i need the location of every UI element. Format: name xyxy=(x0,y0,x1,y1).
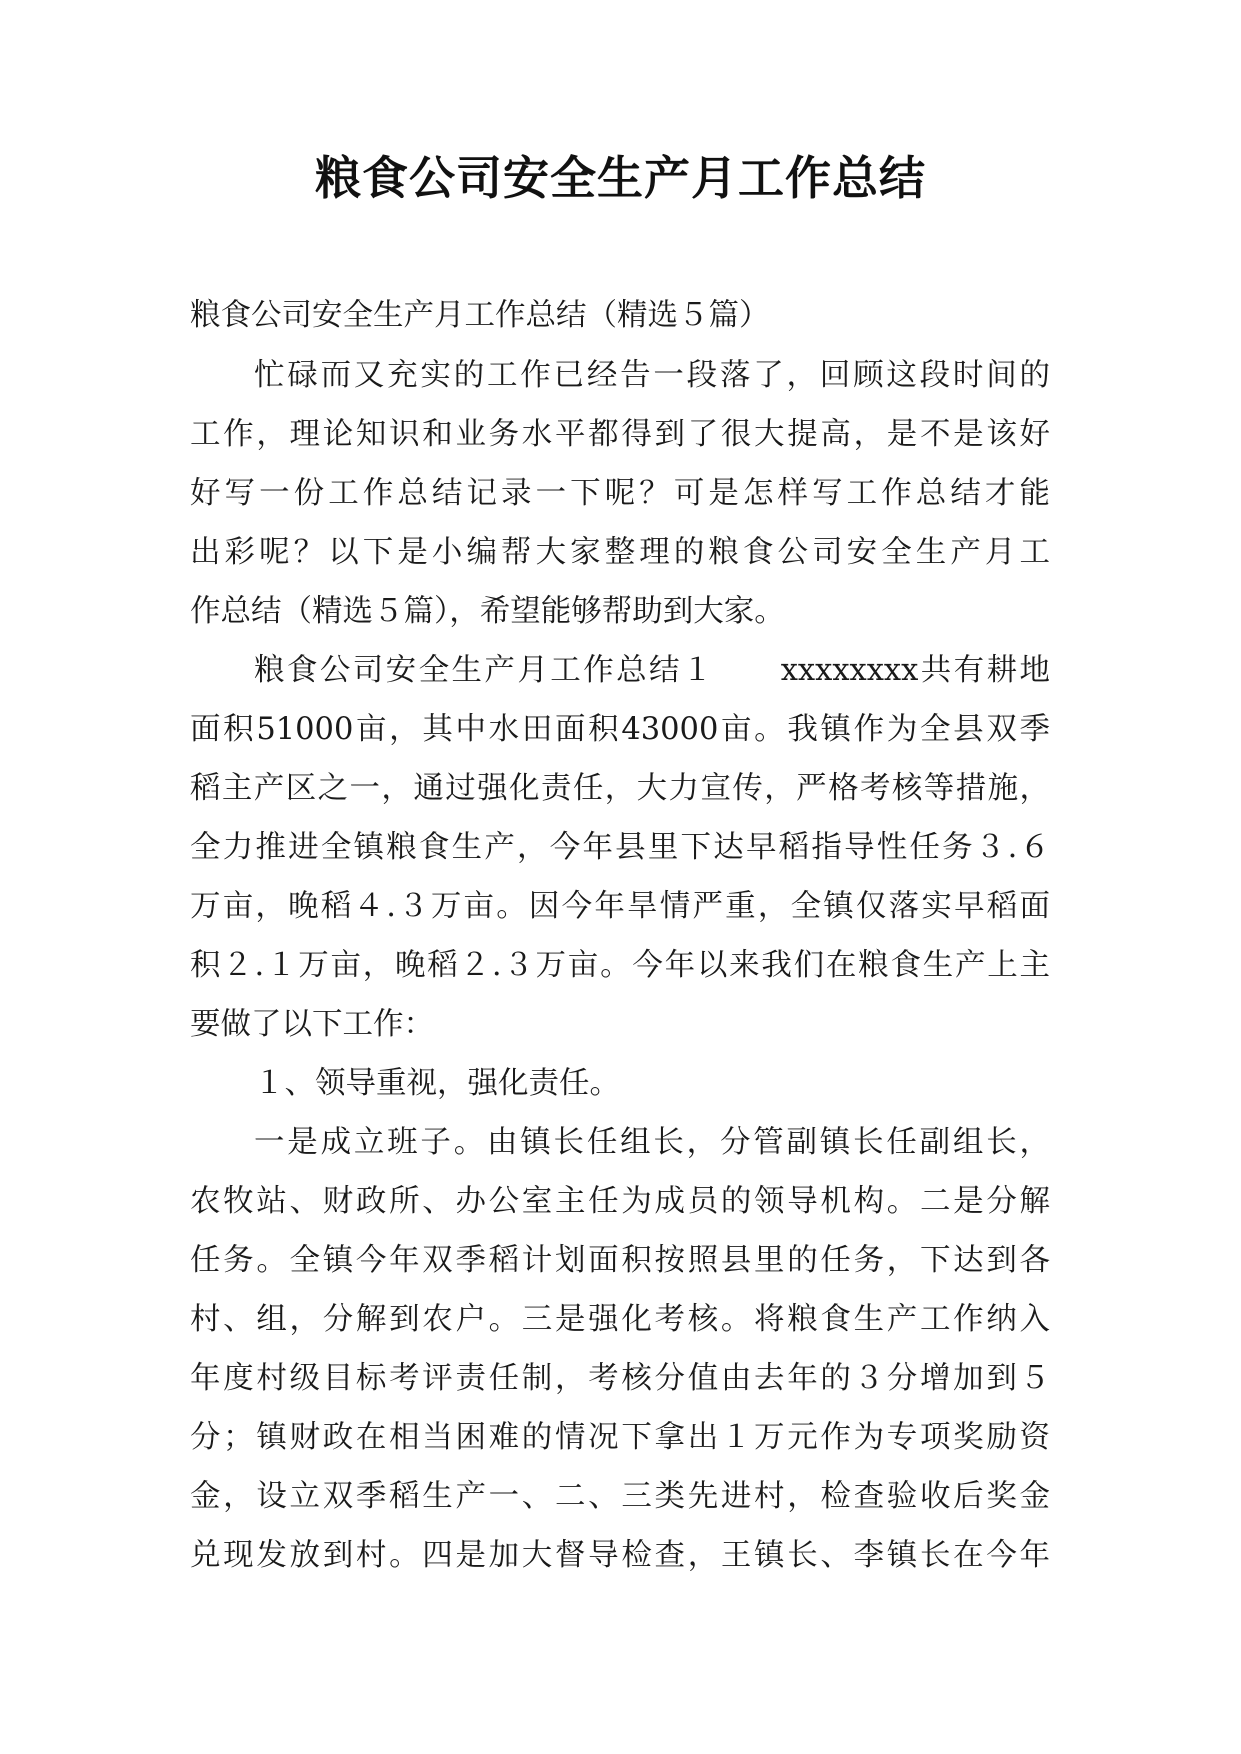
paragraph-line: 要做了以下工作： xyxy=(190,1007,434,1042)
section-heading-line: 粮食公司安全生产月工作总结１ xxxxxxxx共有耕地 xyxy=(254,653,1050,688)
paragraph-line: 作总结（精选５篇），希望能够帮助到大家。 xyxy=(190,594,785,629)
paragraph-line: 金，设立双季稻生产一、二、三类先进村，检查验收后奖金 xyxy=(190,1479,1050,1514)
paragraph-line: 出彩呢？以下是小编帮大家整理的粮食公司安全生产月工 xyxy=(190,535,1050,570)
paragraph-line: 年度村级目标考评责任制，考核分值由去年的３分增加到５ xyxy=(190,1361,1050,1396)
paragraph-line: 好写一份工作总结记录一下呢？可是怎样写工作总结才能 xyxy=(190,476,1050,511)
paragraph-line: 全力推进全镇粮食生产，今年县里下达早稻指导性任务３.６ xyxy=(190,830,1050,865)
paragraph-line: 农牧站、财政所、办公室主任为成员的领导机构。二是分解 xyxy=(190,1184,1050,1219)
document-title: 粮食公司安全生产月工作总结 xyxy=(315,151,926,205)
document-subtitle: 粮食公司安全生产月工作总结（精选５篇） xyxy=(190,298,770,333)
paragraph-line: 兑现发放到村。四是加大督导检查，王镇长、李镇长在今年 xyxy=(190,1538,1050,1573)
paragraph-line: 万亩，晚稻４.３万亩。因今年旱情严重，全镇仅落实早稻面 xyxy=(190,889,1050,924)
paragraph-line: 分；镇财政在相当困难的情况下拿出１万元作为专项奖励资 xyxy=(190,1420,1050,1455)
paragraph-line: 积２.１万亩，晚稻２.３万亩。今年以来我们在粮食生产上主 xyxy=(190,948,1050,983)
paragraph-line: 忙碌而又充实的工作已经告一段落了，回顾这段时间的 xyxy=(254,358,1050,393)
paragraph-line: 面积51000亩，其中水田面积43000亩。我镇作为全县双季 xyxy=(190,712,1050,747)
paragraph-line: 村、组，分解到农户。三是强化考核。将粮食生产工作纳入 xyxy=(190,1302,1050,1337)
list-item-heading: １、领导重视，强化责任。 xyxy=(254,1066,620,1101)
paragraph-line: 任务。全镇今年双季稻计划面积按照县里的任务，下达到各 xyxy=(190,1243,1050,1278)
paragraph-line: 稻主产区之一，通过强化责任，大力宣传，严格考核等措施， xyxy=(190,771,1050,806)
paragraph-line: 一是成立班子。由镇长任组长，分管副镇长任副组长， xyxy=(254,1125,1050,1160)
paragraph-line: 工作，理论知识和业务水平都得到了很大提高，是不是该好 xyxy=(190,417,1050,452)
